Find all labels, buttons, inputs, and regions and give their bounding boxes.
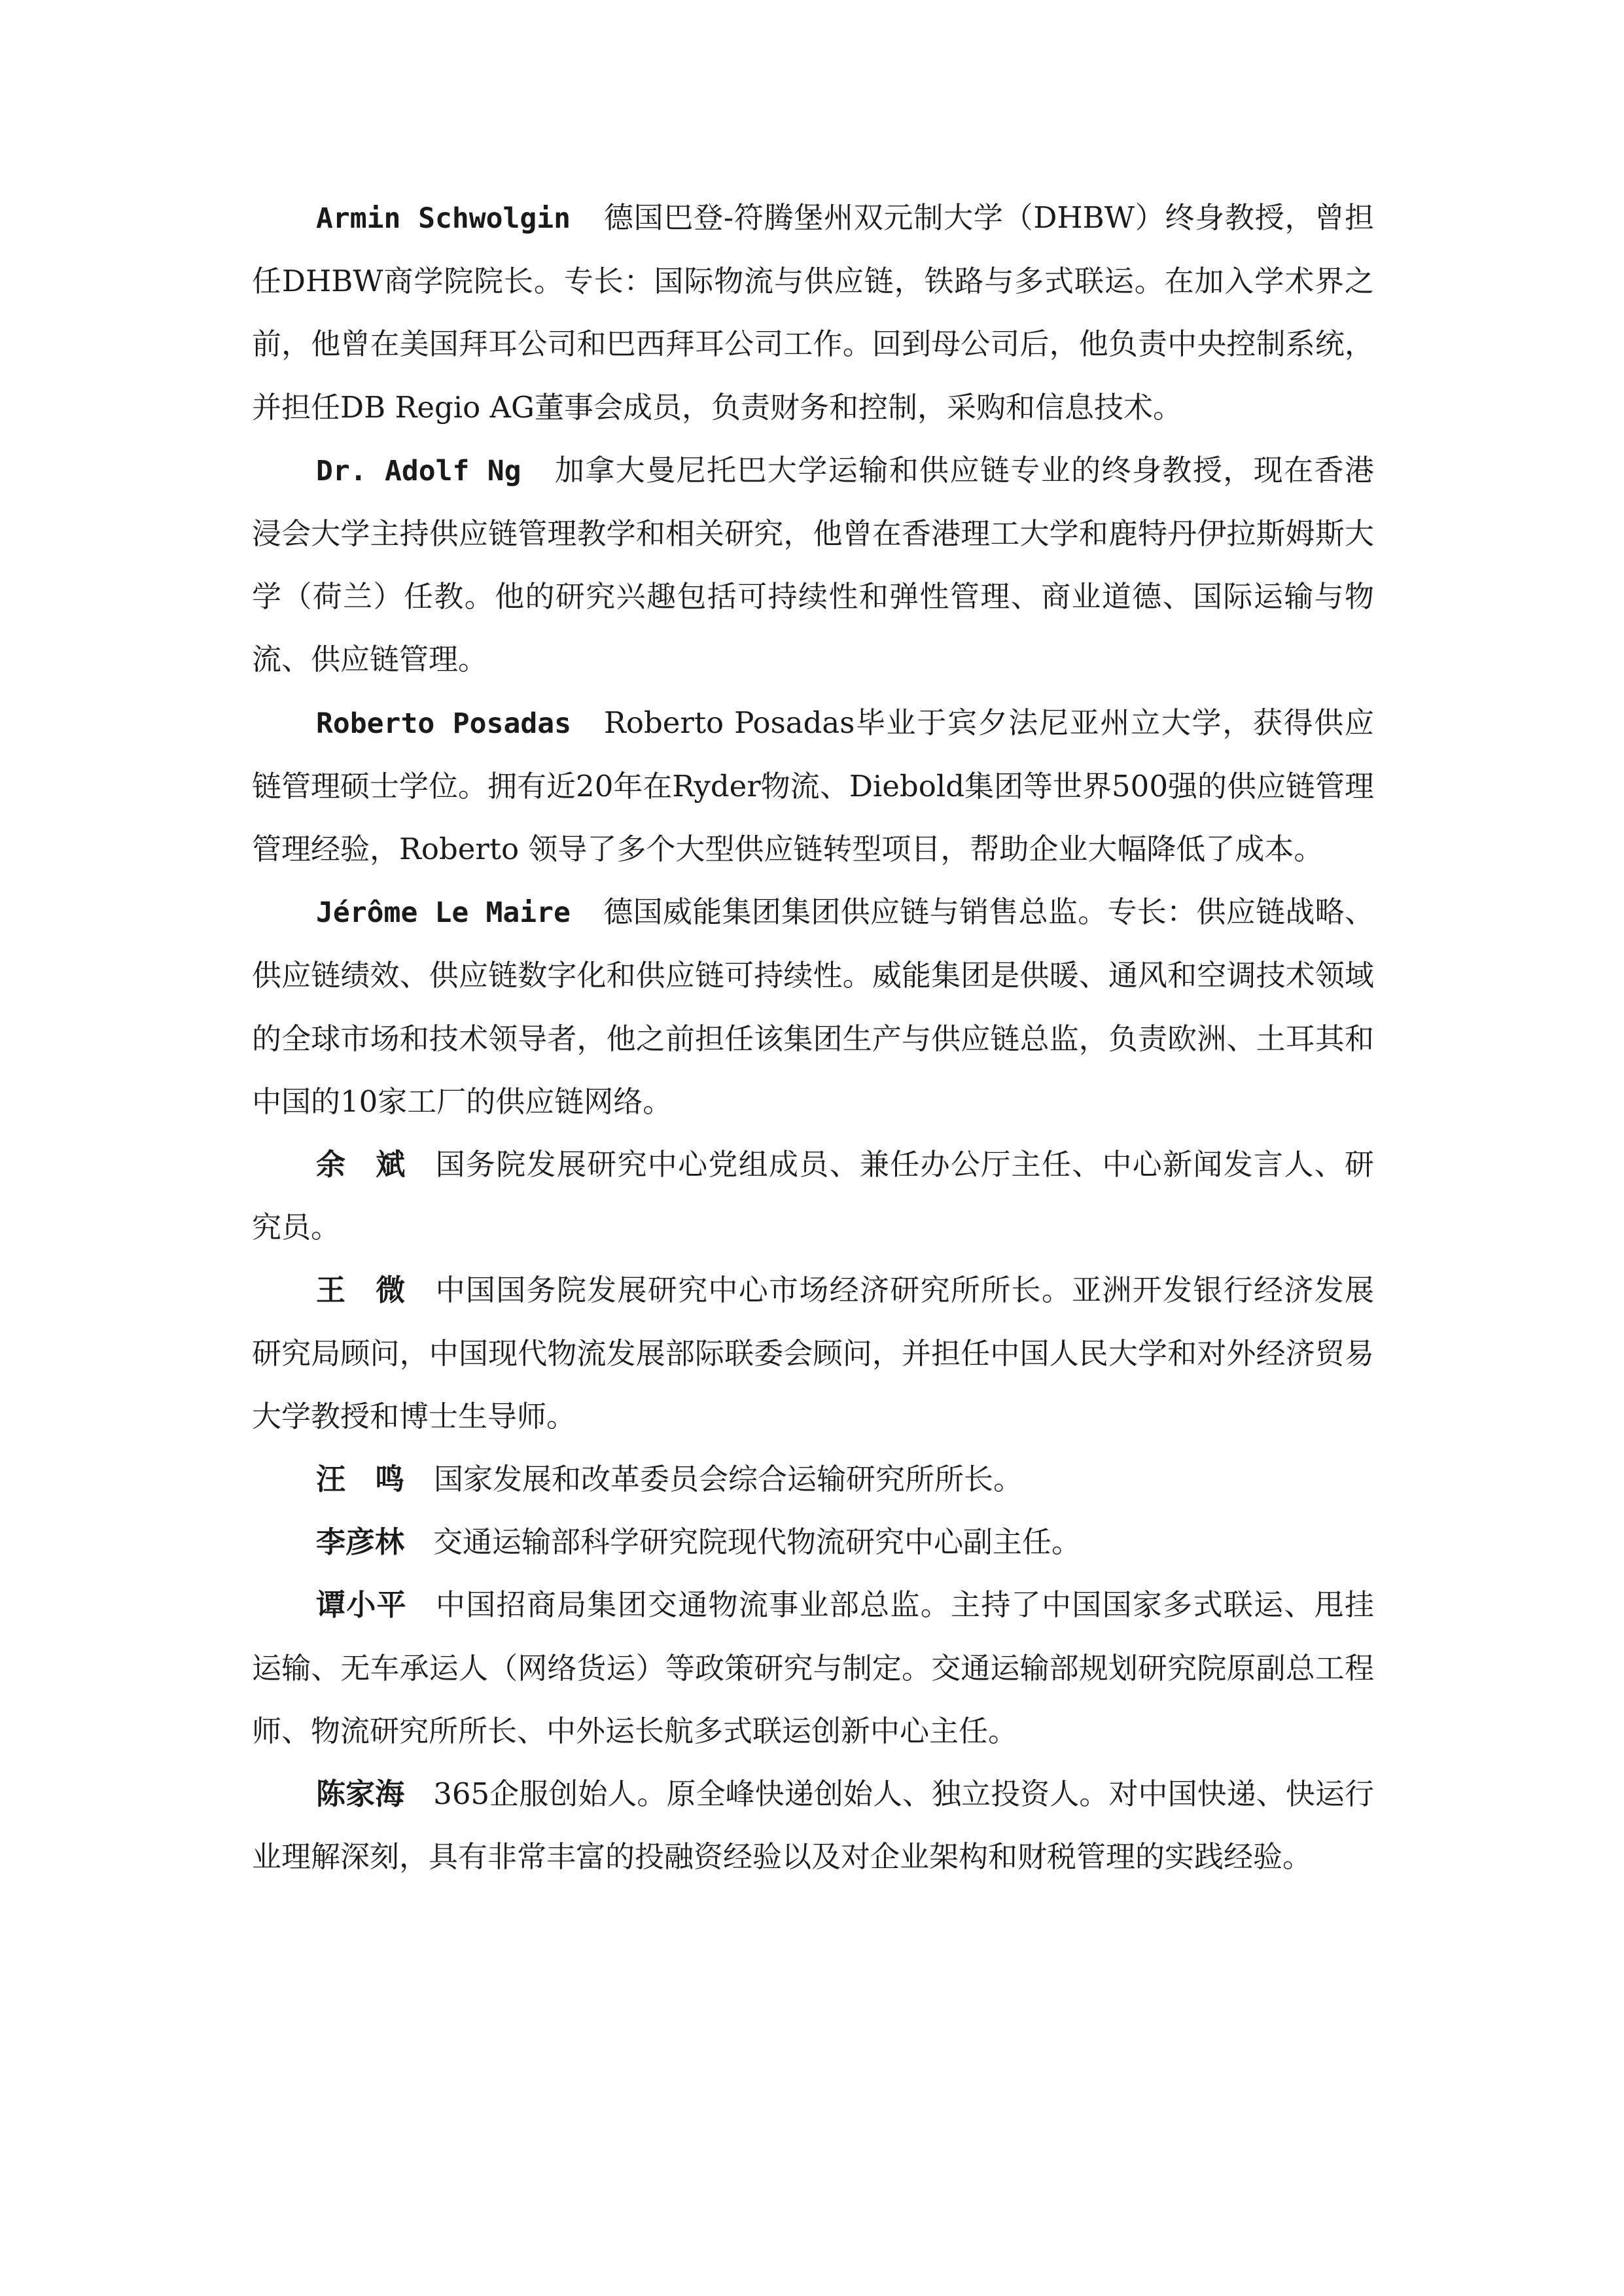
- person-bio: 交通运输部科学研究院现代物流研究中心副主任。: [433, 1525, 1082, 1560]
- person-bio: 国家发展和改革委员会综合运输研究所所长。: [434, 1462, 1023, 1497]
- person-name: 陈家海: [316, 1776, 405, 1812]
- person-name: 王微: [316, 1273, 436, 1308]
- person-name: Dr. Adolf Ng: [316, 454, 521, 487]
- person-name: Jérôme Le Maire: [316, 896, 571, 930]
- profile-entry-li-yanlin: [252, 1511, 1374, 1574]
- person-name: 谭小平: [316, 1587, 407, 1623]
- person-bio: 中国国务院发展研究中心市场经济研究所所长。亚洲开发银行经济发展研究局顾问，中国现代物流发展部际联委会顾问，并担任中国人民大学和对外经济贸易大学教授和博士生导师。: [252, 1273, 1374, 1434]
- profile-entry-roberto-posadas: [252, 692, 1374, 881]
- document-page: [252, 186, 1374, 1888]
- person-bio: 德国威能集团集团供应链与销售总监。专长：供应链战略、供应链绩效、供应链数字化和供应链可持续性。威能集团是供暖、通风和空调技术领域的全球市场和技术领导者，他之前担任该集团生产与供应链总监，负责欧洲、土耳其和中国的10家工厂的供应链网络。: [252, 894, 1374, 1119]
- profile-entry-wang-wei: [252, 1259, 1374, 1448]
- person-bio: 中国招商局集团交通物流事业部总监。主持了中国国家多式联运、甩挂运输、无车承运人（网络货运）等政策研究与制定。交通运输部规划研究院原副总工程师、物流研究所所长、中外运长航多式联运创新中心主任。: [252, 1587, 1374, 1748]
- person-name: 李彦林: [316, 1525, 405, 1560]
- profile-entry-tan-xiaoping: [252, 1574, 1374, 1763]
- person-bio: 加拿大曼尼托巴大学运输和供应链专业的终身教授，现在香港浸会大学主持供应链管理教学和相关研究，他曾在香港理工大学和鹿特丹伊拉斯姆斯大学（荷兰）任教。他的研究兴趣包括可持续性和弹性管理、商业道德、国际运输与物流、供应链管理。: [252, 452, 1374, 677]
- person-bio: 国务院发展研究中心党组成员、兼任办公厅主任、中心新闻发言人、研究员。: [252, 1147, 1374, 1245]
- person-name: Roberto Posadas: [316, 707, 572, 740]
- person-name: Armin Schwolgin: [316, 202, 571, 235]
- profile-entry-armin-schwolgin: [252, 186, 1374, 439]
- profile-entry-jerome-le-maire: [252, 881, 1374, 1133]
- person-bio: 365企服创始人。原全峰快递创始人、独立投资人。对中国快递、快运行业理解深刻，具有非常丰富的投融资经验以及对企业架构和财税管理的实践经验。: [252, 1776, 1374, 1875]
- profile-entry-yu-bin: [252, 1133, 1374, 1259]
- person-bio: 德国巴登-符腾堡州双元制大学（DHBW）终身教授，曾担任DHBW商学院院长。专长：国际物流与供应链，铁路与多式联运。在加入学术界之前，他曾在美国拜耳公司和巴西拜耳公司工作。回到母公司后，他负责中央控制系统，并担任DB Regio AG董事会成员，负责财务和控制，采购和信息技术。: [252, 200, 1374, 425]
- profile-entry-adolf-ng: [252, 439, 1374, 692]
- profile-entry-wang-ming: [252, 1448, 1374, 1511]
- person-bio: Roberto Posadas毕业于宾夕法尼亚州立大学，获得供应链管理硕士学位。拥有近20年在Ryder物流、Diebold集团等世界500强的供应链管理管理经验，Roberto 领导了多个大型供应链转型项目，帮助企业大幅降低了成本。: [252, 705, 1374, 867]
- profile-entry-chen-jiahai: [252, 1763, 1374, 1888]
- person-name: 余斌: [316, 1147, 436, 1182]
- person-name: 汪鸣: [316, 1462, 434, 1497]
